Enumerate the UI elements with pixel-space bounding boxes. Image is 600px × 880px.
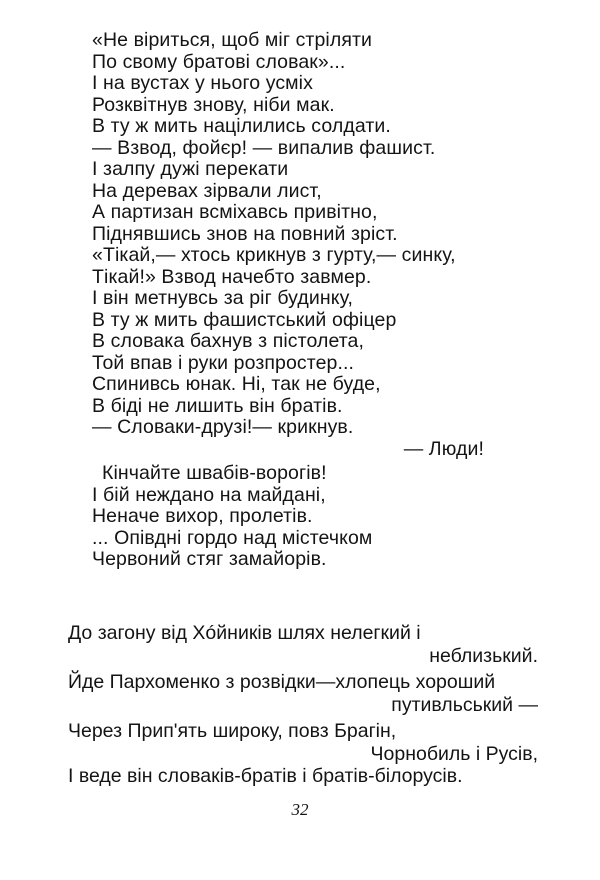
- prose-line: До загону від Хóйників шлях нелегкий і: [68, 622, 421, 644]
- poem-line: В словака бахнув з пістолета,: [92, 330, 365, 352]
- poem-line: В ту ж мить націлились солдати.: [92, 115, 391, 137]
- poem-line: А партизан всміхавсь привітно,: [92, 201, 378, 223]
- poem-line: «Не віриться, щоб міг стріляти: [92, 29, 372, 51]
- poem-line: Червоний стяг замайорів.: [92, 548, 327, 570]
- prose-line: І веде він словаків-братів і братів-білорусів.: [68, 765, 463, 787]
- poem-line: — Словаки-друзі!— крикнув.: [92, 416, 354, 438]
- poem-line: В ту ж мить фашистський офіцер: [92, 308, 397, 331]
- prose-block: [68, 622, 538, 788]
- poem-line: Піднявшись знов на повний зріст.: [92, 222, 398, 245]
- poem-line-right: — Люди!: [403, 437, 484, 460]
- prose-line-continuation: Чорнобиль і Русів,: [370, 742, 538, 765]
- poem-line: Тікай!» Взвод начебто завмер.: [92, 265, 372, 288]
- poem-block: [92, 30, 512, 571]
- poem-line: І він метнувсь за ріг будинку,: [92, 287, 353, 309]
- prose-line: Через Прип'ять широку, повз Брагін,: [68, 720, 397, 742]
- poem-line: Спинивсь юнак. Ні, так не буде,: [92, 373, 381, 395]
- poem-line: Розквітнув знову, ніби мак.: [92, 93, 335, 116]
- poem-line: І бій неждано на майдані,: [92, 483, 326, 506]
- prose-line: Йде Пархоменко з розвідки—хлопець хороший: [68, 671, 496, 693]
- prose-line-continuation: неблизький.: [429, 644, 538, 667]
- prose-line-continuation: путивльський —: [391, 693, 538, 716]
- poem-line: «Тікай,— хтось крикнув з гурту,— синку,: [92, 244, 456, 266]
- page-number: 32: [291, 800, 309, 819]
- poem-line: По свому братові словак»...: [92, 50, 346, 73]
- poem-line: Неначе вихор, пролетів.: [92, 505, 313, 527]
- poem-line: В біді не лишить він братів.: [92, 394, 343, 417]
- poem-line: ... Опівдні гордо над містечком: [92, 526, 373, 549]
- poem-line: І залпу дужі перекати: [92, 158, 289, 180]
- poem-line: Кінчайте швабів-ворогів!: [102, 462, 327, 484]
- poem-line: Той впав і руки розпростер...: [92, 351, 355, 374]
- poem-line: На деревах зірвали лист,: [92, 179, 322, 202]
- poem-line: — Взвод, фойєр! — випалив фашист.: [92, 136, 436, 159]
- poem-line: І на вустах у нього усміх: [92, 72, 313, 94]
